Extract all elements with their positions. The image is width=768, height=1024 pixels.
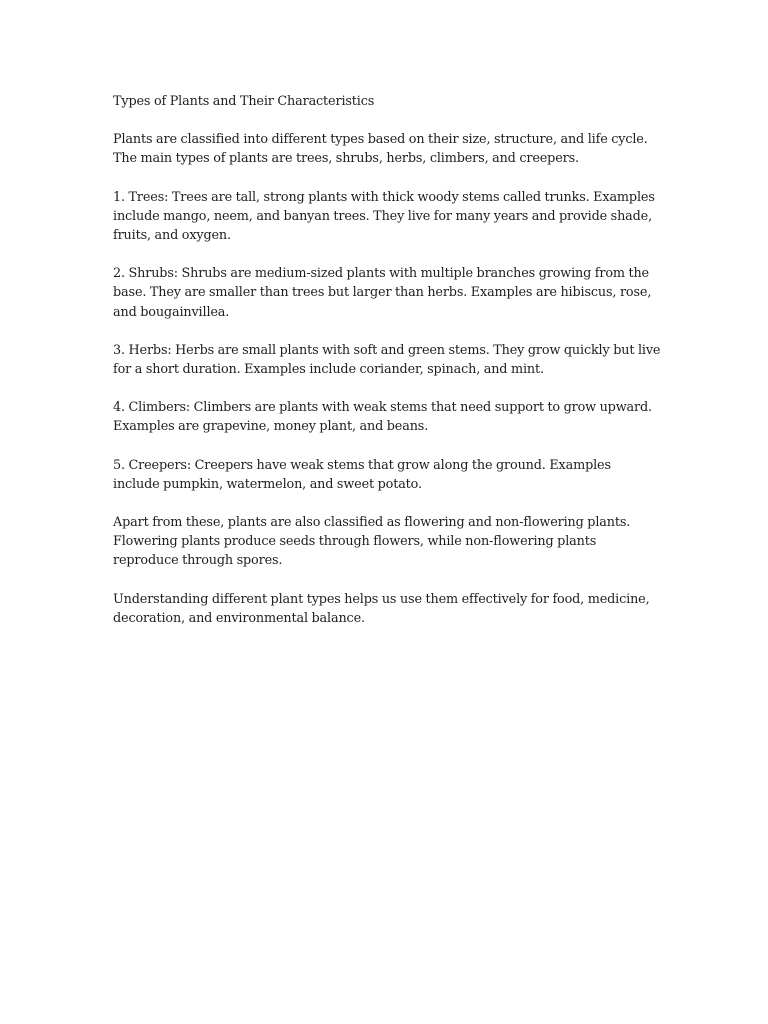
- paragraph-shrubs: 2. Shrubs: Shrubs are medium-sized plants with multiple branches growing from the base. They are smaller than trees but larger than herbs. Examples are hibiscus, rose, and bougainvillea.: [113, 266, 652, 320]
- paragraph-intro: Plants are classified into different types based on their size, structure, and life cycle. The main types of plants are trees, shrubs, herbs, climbers, and creepers.: [113, 132, 648, 167]
- paragraph-conclusion: Understanding different plant types helps us use them effectively for food, medicine, decoration, and environmental balance.: [113, 591, 650, 626]
- paragraph-flowering: Apart from these, plants are also classified as flowering and non-flowering plants. Flowering plants produce seeds through flowers, while non-flowering plants reproduce through spores.: [113, 515, 631, 569]
- paragraph-trees: 1. Trees: Trees are tall, strong plants with thick woody stems called trunks. Examples include mango, neem, and banyan trees. They live for many years and provide shade, fruits, and oxygen.: [113, 189, 655, 244]
- document-page: [113, 92, 661, 647]
- paragraph-climbers: 4. Climbers: Climbers are plants with weak stems that need support to grow upward. Examples are grapevine, money plant, and beans.: [113, 400, 652, 435]
- document-title: Types of Plants and Their Characteristics: [113, 94, 375, 109]
- paragraph-herbs: 3. Herbs: Herbs are small plants with soft and green stems. They grow quickly but live for a short duration. Examples include coriander, spinach, and mint.: [113, 342, 661, 378]
- paragraph-creepers: 5. Creepers: Creepers have weak stems that grow along the ground. Examples include pumpkin, watermelon, and sweet potato.: [113, 457, 611, 492]
